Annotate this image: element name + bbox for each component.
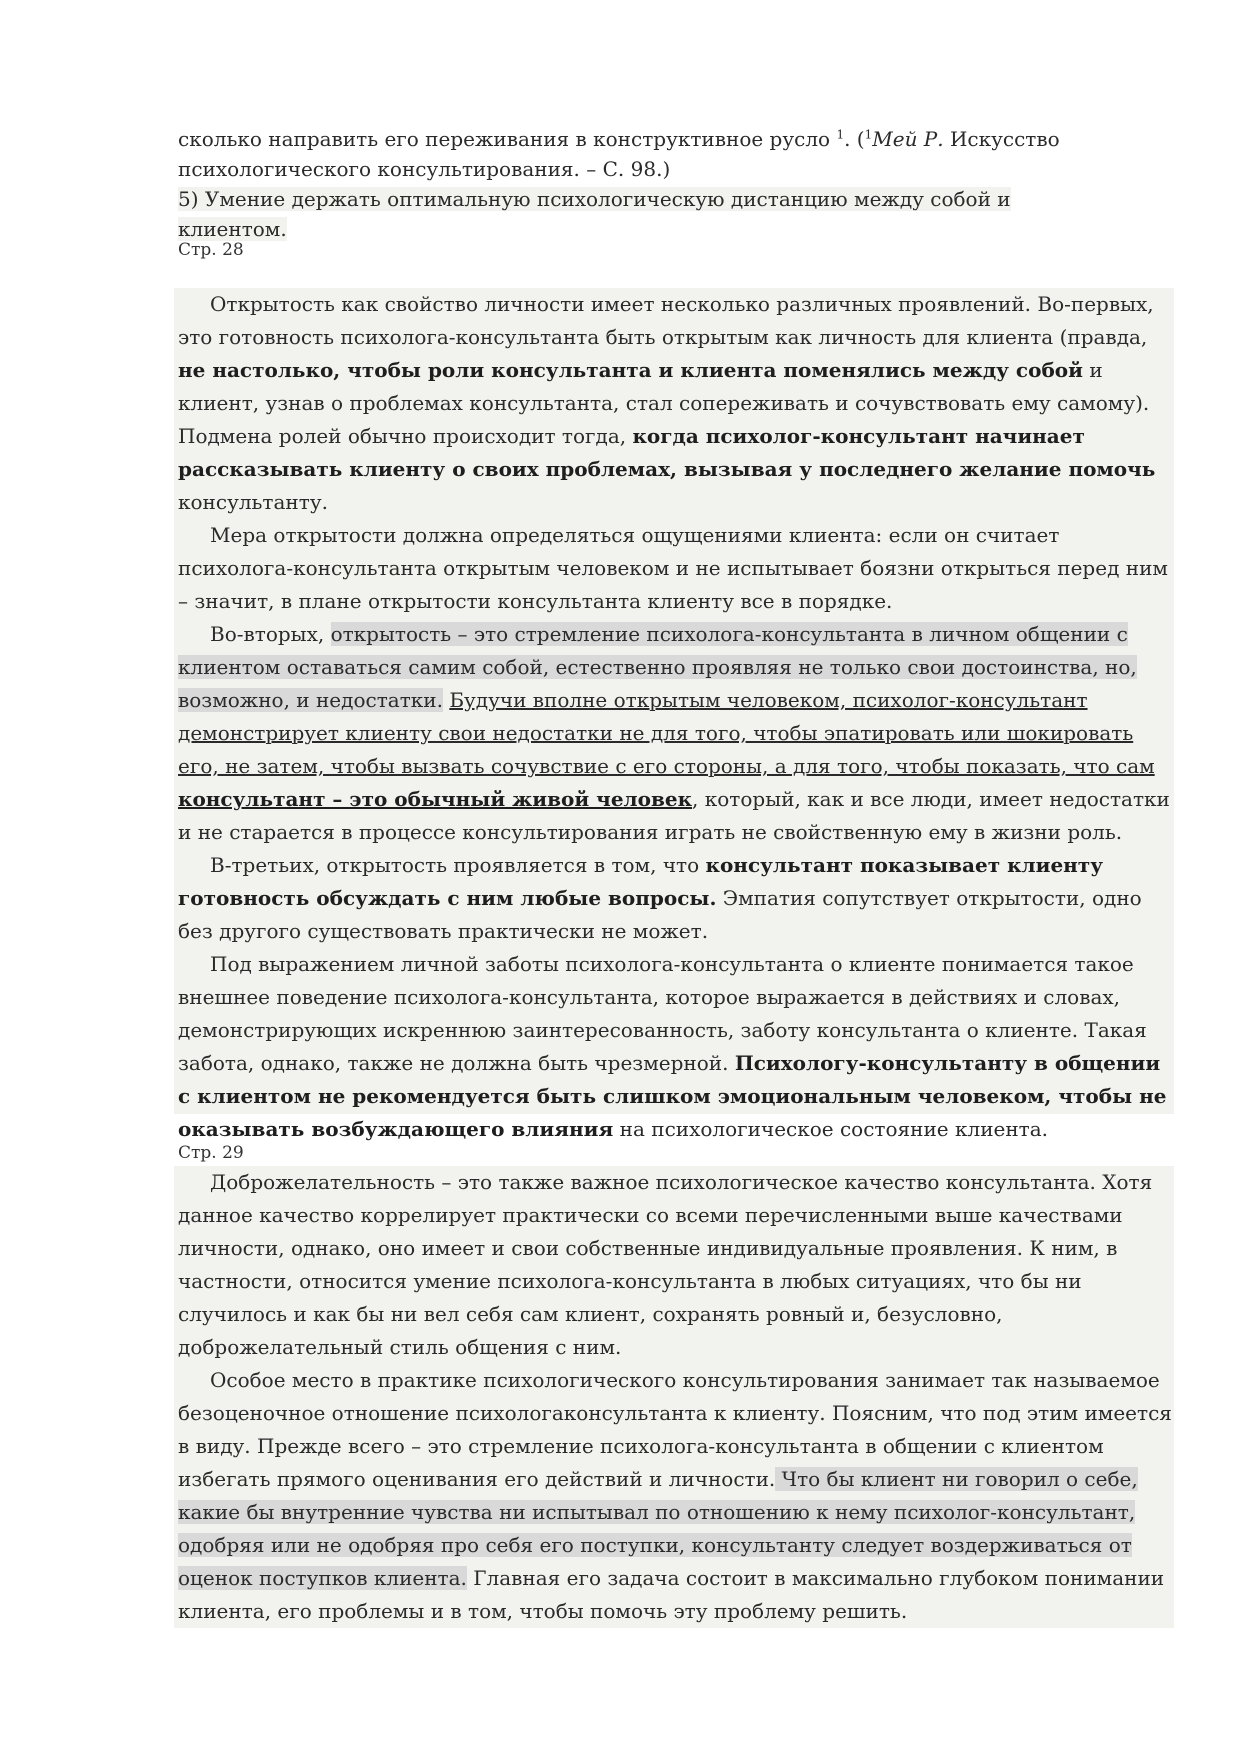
- bold-run: Психологу-консультанту в общении с клиентом не рекомендуется быть слишком эмоциональным человеком, чтобы не оказывать возбуждающего влияния: [178, 1051, 1167, 1141]
- paragraph-openness-measure: Мера открытости должна определяться ощущениями клиента: если он считает психолога-консультанта открытым человеком и не испытывает боязни открыться перед ним – значит, в плане открытости консультанта клиенту все в порядке.: [178, 523, 1168, 613]
- bold-run: консультант показывает клиенту готовность обсуждать с ним любые вопросы.: [178, 853, 1104, 910]
- text-run: консультанту.: [178, 490, 328, 514]
- text-run: Открытость как свойство личности имеет несколько различных проявлений. Во-первых, это готовность психолога-консультанта быть открытым как личность для клиента (правда,: [178, 292, 1154, 349]
- highlighted-run: открытость – это стремление психолога-консультанта в личном общении с клиентом оставаться самим собой, естественно проявляя не только свои достоинства, но, возможно, и недостатки.: [178, 622, 1137, 712]
- text-run: и клиент, узнав о проблемах консультанта, стал сопереживать и сочувствовать ему самому). Подмена ролей обычно происходит тогда,: [178, 358, 1150, 448]
- bold-run: когда психолог-консультант начинает рассказывать клиенту о своих проблемах, вызывая у последнего желание помочь: [178, 424, 1156, 481]
- paragraph-openness-3: [174, 849, 1174, 948]
- paragraph-openness-2: [174, 618, 1174, 849]
- footnote-title: Искусство: [943, 127, 1060, 151]
- highlighted-run: Что бы клиент ни говорил о себе, какие бы внутренние чувства ни испытывал по отношению к нему психолог-консультант, одобряя или не одобряя про себя его поступки, консультанту следует воздерживаться от оценок поступков клиента.: [178, 1467, 1138, 1590]
- paragraph-openness-1: [174, 288, 1174, 519]
- paragraph-non-judgmental: [174, 1364, 1174, 1628]
- intro-punct: . (: [844, 127, 865, 151]
- footnote-author: Мей Р.: [872, 127, 944, 151]
- footnote-ref: 1: [836, 127, 845, 142]
- section-29-block: [174, 1166, 1174, 1628]
- paragraph-personal-care: [174, 948, 1174, 1146]
- text-run: , который, как и все люди, имеет недостатки и не старается в процессе консультирования играть не свойственную ему в жизни роль.: [178, 787, 1170, 844]
- page-ref-29: Стр. 29: [178, 1143, 244, 1163]
- text-run: Эмпатия сопутствует открытости, одно без другого существовать практически не может.: [178, 886, 1142, 943]
- intro-section: [178, 124, 1098, 244]
- footnote-mark: 1: [864, 127, 873, 142]
- text-run: Во-вторых,: [210, 622, 331, 646]
- bold-underlined-run: консультант – это обычный живой человек: [178, 787, 693, 811]
- text-run: Главная его задача состоит в максимально глубоком понимании клиента, его проблемы и в том, чтобы помочь эту проблему решить.: [178, 1566, 1165, 1623]
- paragraph-benevolence: Доброжелательность – это также важное психологическое качество консультанта. Хотя данное качество коррелирует практически со всеми перечисленными выше качествами личности, однако, оно имеет и свои собственные индивидуальные проявления. К ним, в частности, относится умение психолога-консультанта в любых ситуациях, что бы ни случилось и как бы ни вел себя сам клиент, сохранять ровный и, безусловно, доброжелательный стиль общения с ним.: [178, 1170, 1153, 1359]
- intro-line-2: психологического консультирования. – С. 98.): [178, 157, 671, 181]
- text-run: В-третьих, открытость проявляется в том, что: [210, 853, 706, 877]
- intro-text: сколько направить его переживания в конструктивное русло: [178, 127, 837, 151]
- section-28-block: [174, 288, 1174, 1141]
- bold-run: не настолько, чтобы роли консультанта и клиента поменялись между собой: [178, 358, 1083, 382]
- text-run: на психологическое состояние клиента.: [613, 1117, 1049, 1141]
- page-ref-28: Стр. 28: [178, 240, 244, 260]
- underlined-run: Будучи вполне открытым человеком, психолог-консультант демонстрирует клиенту свои недостатки не для того, чтобы эпатировать или шокировать его, не затем, чтобы вызвать сочувствие с его стороны, а для того, чтобы показать, что сам: [178, 688, 1155, 778]
- list-item-5: [178, 184, 1098, 244]
- intro-line-1: [178, 124, 1098, 154]
- list-item-5-text: 5) Умение держать оптимальную психологическую дистанцию между собой и клиентом.: [178, 187, 1011, 241]
- text-run: Особое место в практике психологического консультирования занимает так называемое безоценочное отношение психологаконсультанта к клиенту. Поясним, что под этим имеется в виду. Прежде всего – это стремление психолога-консультанта в общении с клиентом избегать прямого оценивания его действий и личности.: [178, 1368, 1172, 1491]
- text-run: Под выражением личной заботы психолога-консультанта о клиенте понимается такое внешнее поведение психолога-консультанта, которое выражается в действиях и словах, демонстрирующих искреннюю заинтересованность, заботу консультанта о клиенте. Такая забота, однако, также не должна быть чрезмерной.: [178, 952, 1147, 1075]
